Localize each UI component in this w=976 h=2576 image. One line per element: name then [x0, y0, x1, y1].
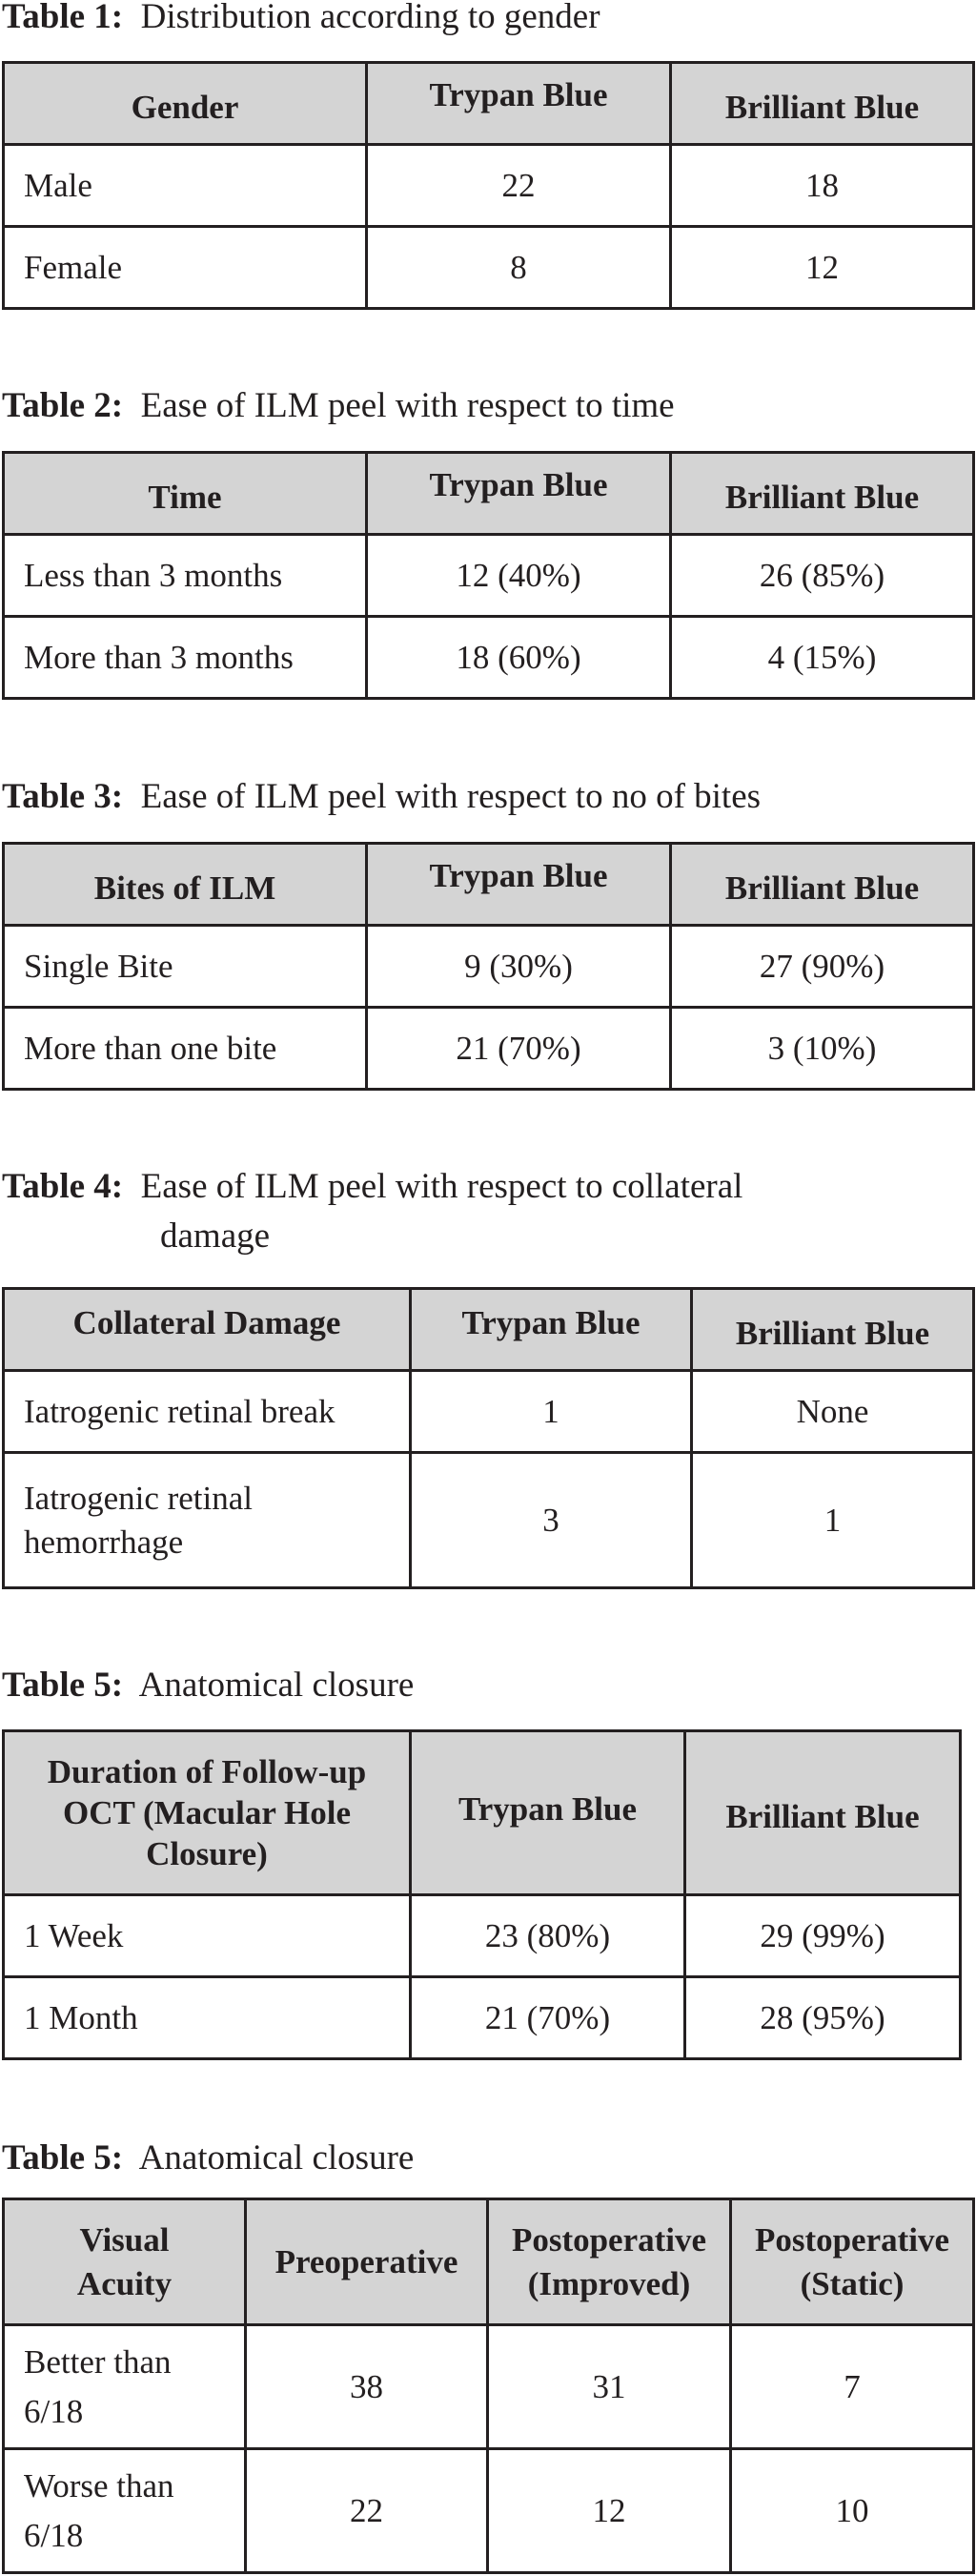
table-cell: 21 (70%) — [411, 1977, 685, 2059]
header-cell: Collateral Damage — [4, 1289, 411, 1371]
table-4-caption — [2, 1162, 742, 1261]
table-cell: 8 — [367, 227, 671, 309]
table-6-title: Anatomical closure — [138, 2138, 415, 2177]
table-cell: 22 — [246, 2449, 488, 2573]
table-3-caption — [2, 772, 761, 822]
table-header-row — [4, 1731, 961, 1895]
table-4 — [2, 1287, 975, 1589]
table-cell: Less than 3 months — [4, 535, 367, 617]
table-5-caption — [2, 1661, 414, 1710]
table-1 — [2, 61, 975, 310]
table-header-row — [4, 63, 974, 145]
table-cell: Iatrogenic retinal hemorrhage — [4, 1453, 411, 1588]
table-cell: Female — [4, 227, 367, 309]
table-2-label: Table 2: — [2, 386, 124, 425]
table-cell: 12 — [488, 2449, 731, 2573]
table-cell: 21 (70%) — [367, 1008, 671, 1090]
table-cell: 31 — [488, 2325, 731, 2449]
table-cell: Male — [4, 145, 367, 227]
header-cell: Postoperative (Static) — [731, 2199, 974, 2325]
table-row — [4, 926, 974, 1008]
table-cell: 27 (90%) — [671, 926, 974, 1008]
table-row — [4, 535, 974, 617]
header-cell: Gender — [4, 63, 367, 145]
table-row — [4, 227, 974, 309]
table-5-title: Anatomical closure — [138, 1666, 415, 1705]
table-cell: None — [692, 1371, 974, 1453]
table-row — [4, 145, 974, 227]
table-row — [4, 1453, 974, 1588]
table-cell: Better than 6/18 — [4, 2325, 246, 2449]
header-cell: Brilliant Blue — [685, 1731, 961, 1895]
table-cell: Single Bite — [4, 926, 367, 1008]
table-cell: 12 (40%) — [367, 535, 671, 617]
header-cell: Trypan Blue — [367, 453, 671, 535]
table-1-label: Table 1: — [2, 0, 124, 36]
header-cell: Time — [4, 453, 367, 535]
table-row — [4, 1977, 961, 2059]
table-3-title: Ease of ILM peel with respect to no of bites — [140, 777, 762, 816]
table-cell: 38 — [246, 2325, 488, 2449]
header-cell: Brilliant Blue — [692, 1289, 974, 1371]
table-cell: 3 — [411, 1453, 692, 1588]
table-cell: Worse than 6/18 — [4, 2449, 246, 2573]
table-cell: 23 (80%) — [411, 1895, 685, 1977]
header-cell: Brilliant Blue — [671, 63, 974, 145]
table-cell: 29 (99%) — [685, 1895, 961, 1977]
header-cell: Bites of ILM — [4, 844, 367, 926]
table-cell: 26 (85%) — [671, 535, 974, 617]
table-cell: 18 — [671, 145, 974, 227]
table-3-label: Table 3: — [2, 777, 124, 816]
table-4-title-line2: damage — [160, 1216, 271, 1256]
table-cell: More than 3 months — [4, 617, 367, 699]
table-cell: Iatrogenic retinal break — [4, 1371, 411, 1453]
table-row — [4, 1008, 974, 1090]
table-cell: 1 — [411, 1371, 692, 1453]
table-6-label: Table 5: — [2, 2138, 124, 2177]
table-1-caption — [2, 0, 600, 42]
header-cell: Trypan Blue — [411, 1289, 692, 1371]
table-cell: 22 — [367, 145, 671, 227]
header-cell: Trypan Blue — [367, 63, 671, 145]
table-cell: 4 (15%) — [671, 617, 974, 699]
header-cell: Trypan Blue — [411, 1731, 685, 1895]
table-6 — [2, 2198, 975, 2574]
table-3 — [2, 842, 975, 1091]
header-cell: Trypan Blue — [367, 844, 671, 926]
table-header-row — [4, 2199, 974, 2325]
header-cell: Brilliant Blue — [671, 844, 974, 926]
table-cell: 1 Month — [4, 1977, 411, 2059]
table-1-title: Distribution according to gender — [140, 0, 600, 36]
table-5 — [2, 1729, 962, 2060]
table-5-label: Table 5: — [2, 1666, 124, 1705]
table-row — [4, 2449, 974, 2573]
table-cell: 9 (30%) — [367, 926, 671, 1008]
table-6-caption — [2, 2134, 414, 2183]
table-cell: 12 — [671, 227, 974, 309]
header-cell: Preoperative — [246, 2199, 488, 2325]
table-row — [4, 2325, 974, 2449]
table-2-caption — [2, 381, 675, 431]
table-row — [4, 1371, 974, 1453]
header-cell: Duration of Follow-up OCT (Macular Hole Closure) — [4, 1731, 411, 1895]
table-cell: 28 (95%) — [685, 1977, 961, 2059]
table-row — [4, 617, 974, 699]
table-header-row — [4, 844, 974, 926]
table-cell: 1 Week — [4, 1895, 411, 1977]
table-cell: 3 (10%) — [671, 1008, 974, 1090]
table-header-row — [4, 1289, 974, 1371]
table-cell: More than one bite — [4, 1008, 367, 1090]
header-cell: Visual Acuity — [4, 2199, 246, 2325]
header-cell: Brilliant Blue — [671, 453, 974, 535]
table-4-label: Table 4: — [2, 1167, 124, 1206]
table-row — [4, 1895, 961, 1977]
table-cell: 1 — [692, 1453, 974, 1588]
table-cell: 7 — [731, 2325, 974, 2449]
table-header-row — [4, 453, 974, 535]
table-2-title: Ease of ILM peel with respect to time — [140, 386, 675, 425]
table-cell: 10 — [731, 2449, 974, 2573]
table-2 — [2, 451, 975, 700]
header-cell: Postoperative (Improved) — [488, 2199, 731, 2325]
table-cell: 18 (60%) — [367, 617, 671, 699]
table-4-title-line1: Ease of ILM peel with respect to collateral — [140, 1167, 743, 1206]
